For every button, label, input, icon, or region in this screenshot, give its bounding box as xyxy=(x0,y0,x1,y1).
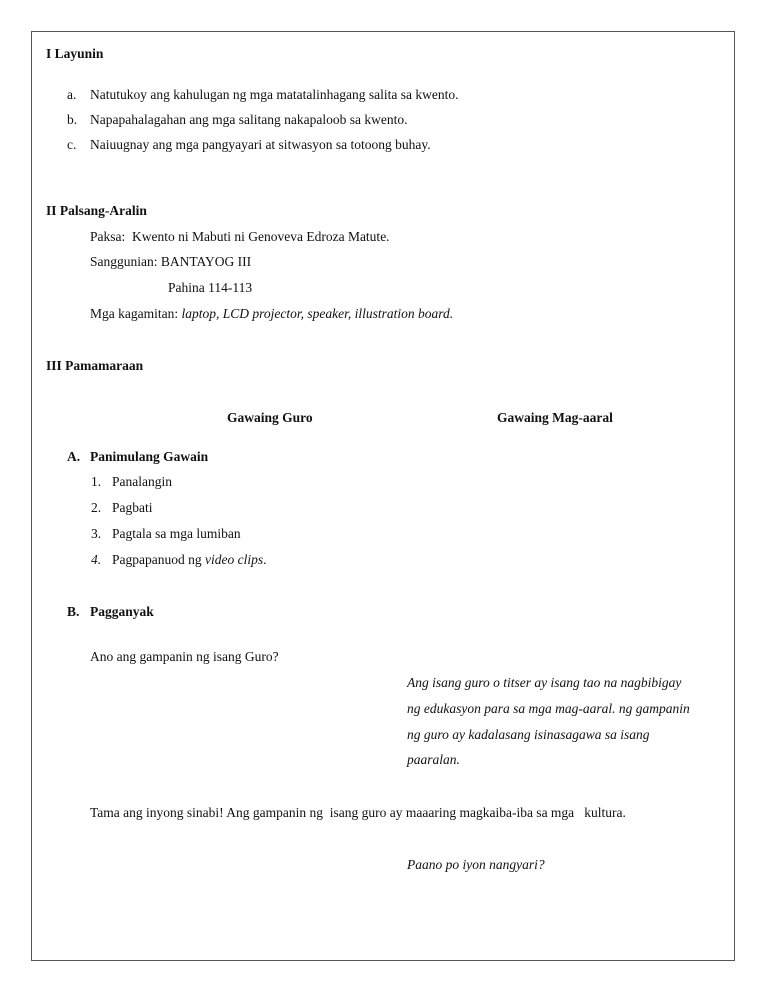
list-item-italic: video clips xyxy=(204,552,264,567)
list-marker: 1. xyxy=(91,474,102,489)
paksa-label: Paksa: xyxy=(90,229,126,244)
list-marker: a. xyxy=(67,87,77,102)
student-answer-line: ng edukasyon para sa mga mag-aaral. ng gampanin xyxy=(407,701,690,716)
list-item: Pagtala sa mga lumiban xyxy=(112,526,241,541)
sanggunian-value: BANTAYOG III xyxy=(160,254,252,269)
list-item xyxy=(112,553,266,567)
column-header-guro: Gawaing Guro xyxy=(227,410,313,425)
kagamitan-value: laptop, LCD projector, speaker, illustration board. xyxy=(181,306,454,321)
page-border xyxy=(31,31,735,961)
student-answer-line: Ang isang guro o titser ay isang tao na nagbibigay xyxy=(407,675,682,690)
section-heading-palsang-aralin: II Palsang-Aralin xyxy=(46,203,147,218)
paksa-value: Kwento ni Mabuti ni Genoveva Edroza Matute. xyxy=(132,229,390,244)
paksa-line xyxy=(90,230,390,244)
sanggunian-line xyxy=(90,255,251,269)
student-question: Paano po iyon nangyari? xyxy=(407,857,545,872)
list-item: Napapahalagahan ang mga salitang nakapaloob sa kwento. xyxy=(90,112,408,127)
list-item: Natutukoy ang kahulugan ng mga matatalinhagang salita sa kwento. xyxy=(90,87,459,102)
teacher-response: Tama ang inyong sinabi! Ang gampanin ng isang guro ay maaaring magkaiba-iba sa mga kultura. xyxy=(90,805,626,820)
list-item-suffix: . xyxy=(263,552,267,567)
subsection-title-pagganyak: Pagganyak xyxy=(90,604,154,619)
column-header-mag-aaral: Gawaing Mag-aaral xyxy=(497,410,613,425)
teacher-question: Ano ang gampanin ng isang Guro? xyxy=(90,649,279,664)
list-marker: 2. xyxy=(91,500,102,515)
section-heading-pamamaraan: III Pamamaraan xyxy=(46,358,144,373)
pahina-line: Pahina 114-113 xyxy=(168,280,253,295)
list-item-text: Pagpapanuod ng xyxy=(112,552,205,567)
list-marker: b. xyxy=(67,112,78,127)
list-marker: 4. xyxy=(91,552,102,567)
subsection-label: A. xyxy=(67,449,81,464)
list-marker: c. xyxy=(67,137,77,152)
subsection-label: B. xyxy=(67,604,80,619)
kagamitan-line xyxy=(90,307,453,321)
section-heading-layunin: I Layunin xyxy=(46,46,104,61)
list-item: Panalangin xyxy=(112,474,172,489)
subsection-title-panimulang-gawain: Panimulang Gawain xyxy=(90,449,209,464)
student-answer-line: paaralan. xyxy=(407,752,460,767)
list-item: Pagbati xyxy=(112,500,153,515)
student-answer-line: ng guro ay kadalasang isinasagawa sa isang xyxy=(407,727,650,742)
list-marker: 3. xyxy=(91,526,102,541)
kagamitan-label: Mga kagamitan: xyxy=(90,306,179,321)
list-item: Naiuugnay ang mga pangyayari at sitwasyon sa totoong buhay. xyxy=(90,137,431,152)
sanggunian-label: Sanggunian: xyxy=(90,254,158,269)
